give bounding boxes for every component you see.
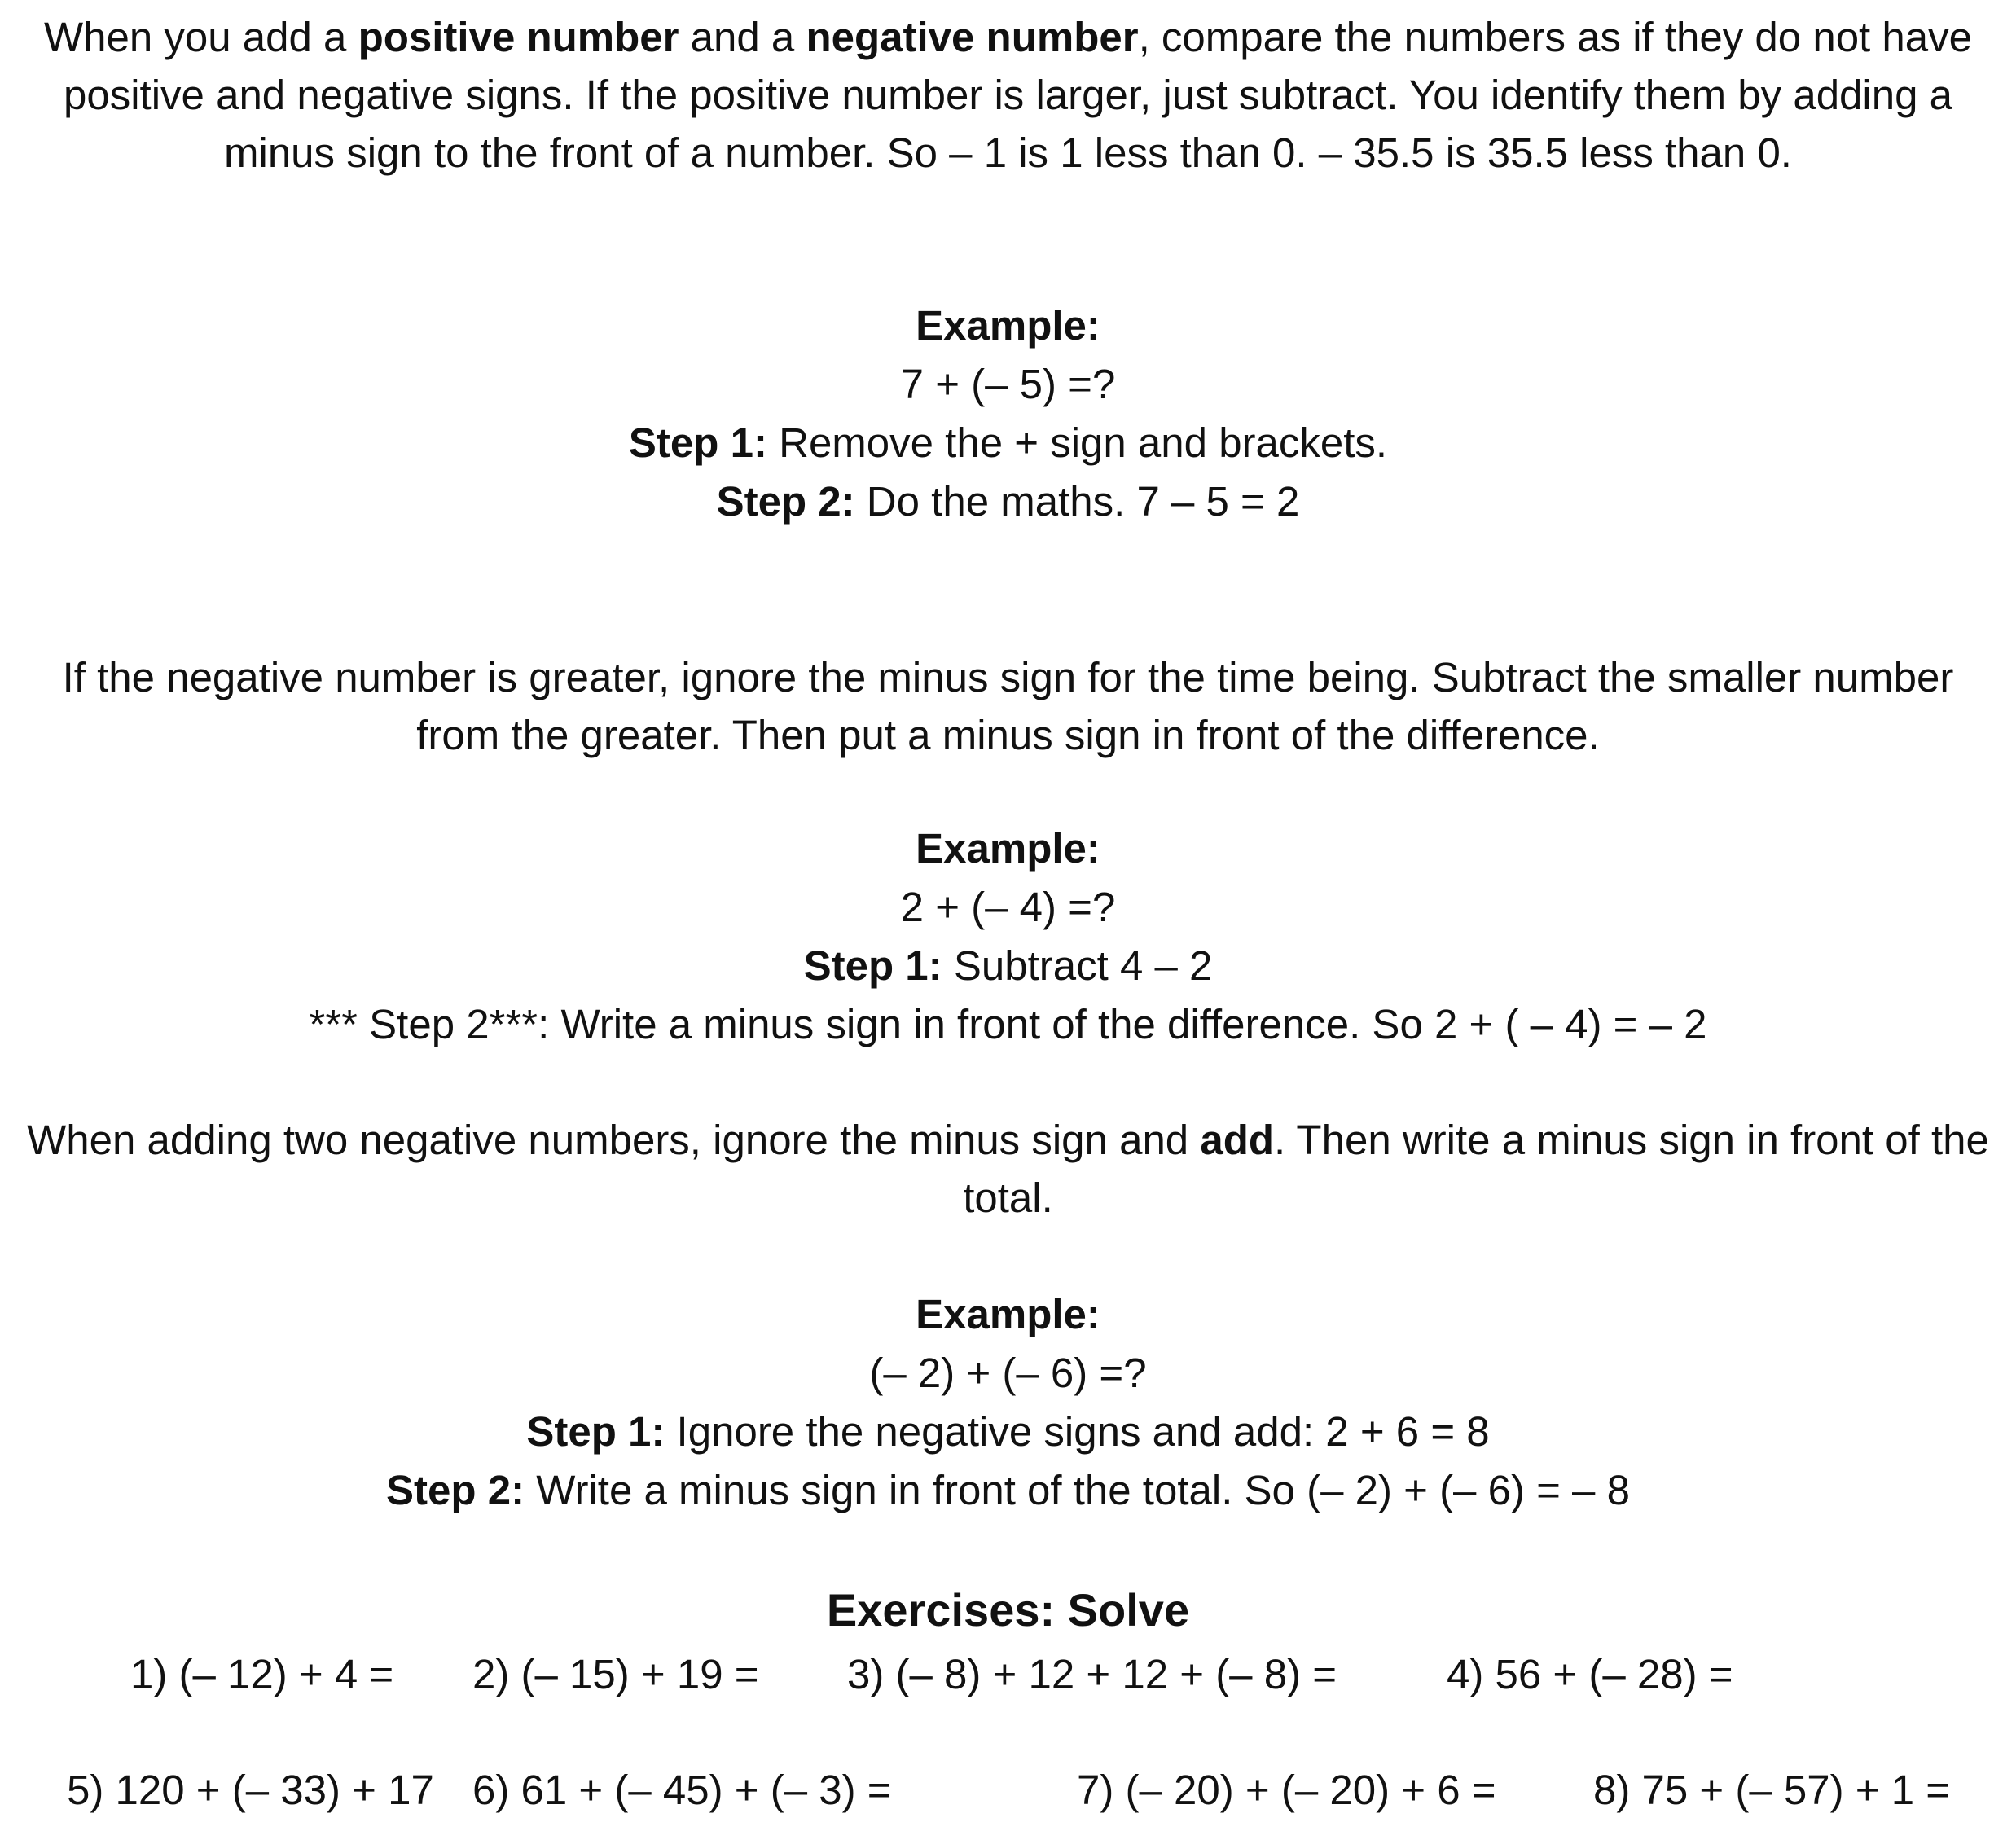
intro-text: , compare the numbers as if they do not have positive and negative signs. If the positive number is larger, just subtract. You identify them by adding a minus sign to the front of a number. So – 1 is 1 less than 0. – 35.5 is 35.5 less than 0.	[63, 14, 1972, 176]
cropped-title-fragment	[815, 0, 1157, 5]
exercise-item: 6) 61 + (– 45) + (– 3) =	[472, 1767, 892, 1813]
example2-step1	[0, 937, 2016, 995]
intro-paragraph	[24, 8, 1992, 182]
example3-problem: (– 2) + (– 6) =?	[869, 1350, 1147, 1396]
example1-step1	[0, 414, 2016, 472]
example1-heading: Example:	[916, 302, 1100, 349]
step-text: Remove the + sign and brackets.	[766, 419, 1388, 466]
step-text: Ignore the negative signs and add: 2 + 6 = 8	[665, 1408, 1490, 1455]
intro-text: and a	[679, 14, 806, 60]
exercise-item: 3) (– 8) + 12 + 12 + (– 8) =	[847, 1651, 1337, 1697]
rule3-paragraph	[24, 1111, 1992, 1227]
exercise-item: 2) (– 15) + 19 =	[472, 1651, 759, 1697]
example1-step2	[0, 472, 2016, 531]
example1-problem: 7 + (– 5) =?	[900, 361, 1116, 407]
step-label: Step 1:	[526, 1408, 665, 1455]
example3-step2	[0, 1461, 2016, 1520]
step-label: Step 2:	[716, 478, 855, 525]
example3-step1	[0, 1403, 2016, 1461]
exercise-item: 1) (– 12) + 4 =	[130, 1651, 394, 1697]
rule3-text: . Then write a minus sign in front of the total.	[963, 1117, 1989, 1221]
exercise-item: 7) (– 20) + (– 20) + 6 =	[1077, 1767, 1496, 1813]
step-text: Write a minus sign in front of the total. So (– 2) + (– 6) = – 8	[525, 1467, 1630, 1513]
example2-heading: Example:	[916, 825, 1100, 872]
exercises-title: Exercises: Solve	[826, 1584, 1190, 1636]
intro-bold-positive: positive number	[358, 14, 679, 60]
exercise-item: 5) 120 + (– 33) + 17	[67, 1767, 434, 1813]
step-label: Step 1:	[628, 419, 767, 466]
step-label: Step 2:	[386, 1467, 525, 1513]
step-text: Subtract 4 – 2	[942, 942, 1213, 989]
example2-problem: 2 + (– 4) =?	[900, 884, 1116, 930]
exercise-item: 4) 56 + (– 28) =	[1447, 1651, 1733, 1697]
exercise-item: 8) 75 + (– 57) + 1 =	[1593, 1767, 1951, 1813]
example2-step2: *** Step 2***: Write a minus sign in front of the difference. So 2 + ( – 4) = – 2	[309, 1001, 1707, 1047]
step-label: Step 1:	[803, 942, 942, 989]
rule3-text: When adding two negative numbers, ignore the minus sign and	[27, 1117, 1201, 1163]
step-text: Do the maths. 7 – 5 = 2	[854, 478, 1300, 525]
rule3-bold-add: add	[1200, 1117, 1275, 1163]
intro-text: When you add a	[44, 14, 358, 60]
rule2-paragraph: If the negative number is greater, ignore the minus sign for the time being. Subtract the smaller number from the greater. Then put a minus sign in front of the difference.	[62, 654, 1954, 758]
intro-bold-negative: negative number	[806, 14, 1139, 60]
example3-heading: Example:	[916, 1291, 1100, 1337]
